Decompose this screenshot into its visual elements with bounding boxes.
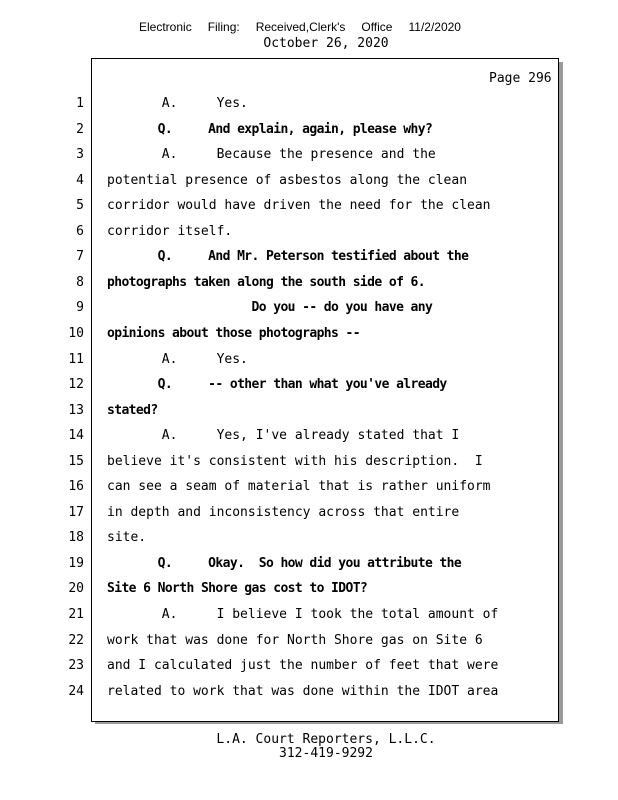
line-number: 14 — [68, 428, 84, 444]
line-number: 19 — [68, 555, 84, 571]
transcript-line: stated? — [107, 402, 158, 418]
line-number: 5 — [76, 198, 84, 214]
transcript-line: site. — [107, 530, 147, 546]
transcript-line: and I calculated just the number of feet that were — [107, 658, 499, 674]
filing-stamp — [0, 20, 600, 34]
line-number: 1 — [76, 96, 84, 111]
transcript-line: corridor itself. — [107, 223, 233, 239]
line-number: 8 — [76, 274, 84, 290]
line-number: 11 — [68, 351, 84, 367]
transcript-line: believe it's consistent with his description. I — [107, 453, 483, 469]
line-number: 13 — [68, 402, 84, 418]
transcript-line: Site 6 North Shore gas cost to IDOT? — [107, 581, 368, 597]
transcript-line: can see a seam of material that is rather uniform — [107, 479, 491, 495]
footer — [0, 733, 618, 761]
transcript-line: corridor would have driven the need for the clean — [107, 198, 491, 214]
reporter-phone: 312-419-9292 — [279, 746, 373, 761]
line-number: 23 — [68, 658, 84, 674]
page-number: Page 296 — [489, 71, 552, 86]
transcript-line: in depth and inconsistency across that entire — [107, 504, 460, 520]
transcript-line: photographs taken along the south side of 6. — [107, 274, 425, 290]
line-number: 21 — [68, 607, 84, 622]
stamp-word: Electronic — [139, 20, 192, 34]
transcript-line: Q. And Mr. Peterson testified about the — [107, 249, 469, 265]
reporter-company: L.A. Court Reporters, L.L.C. — [216, 732, 436, 747]
line-number: 3 — [76, 147, 84, 163]
line-number: 9 — [76, 300, 84, 316]
transcript-line: potential presence of asbestos along the clean — [107, 172, 468, 188]
line-number: 6 — [76, 223, 84, 239]
transcript-line: Q. And explain, again, please why? — [107, 121, 433, 137]
transcript-line: A. Yes, I've already stated that I — [107, 428, 460, 444]
transcript-line: opinions about those photographs -- — [107, 325, 360, 341]
line-number: 20 — [68, 581, 84, 597]
line-number: 4 — [76, 172, 84, 188]
line-number: 18 — [68, 530, 84, 546]
line-number: 24 — [68, 683, 84, 699]
line-number: 7 — [76, 249, 84, 265]
deposition-date: October 26, 2020 — [263, 36, 389, 51]
transcript-line: A. Because the presence and the — [107, 147, 436, 163]
transcript-line: related to work that was done within the IDOT area — [107, 683, 499, 699]
transcript-line: Do you -- do you have any — [107, 300, 433, 316]
line-number: 2 — [76, 121, 84, 137]
stamp-word: Filing: — [207, 20, 240, 34]
line-number: 16 — [68, 479, 84, 495]
line-number: 22 — [68, 632, 84, 648]
transcript-line: Q. Okay. So how did you attribute the — [107, 555, 462, 571]
transcript-line: work that was done for North Shore gas on Site 6 — [107, 632, 483, 648]
transcript-line: Q. -- other than what you've already — [107, 377, 447, 393]
stamp-word: Office — [361, 20, 393, 34]
stamp-word: Received,Clerk's — [255, 20, 346, 34]
transcript-line: A. Yes. — [107, 96, 248, 111]
transcript-line: A. Yes. — [107, 351, 248, 367]
line-number: 17 — [68, 504, 84, 520]
line-number: 10 — [68, 325, 84, 341]
stamp-word: 11/2/2020 — [408, 20, 461, 34]
line-number: 15 — [68, 453, 84, 469]
line-number: 12 — [68, 377, 84, 393]
transcript-line: A. I believe I took the total amount of — [107, 607, 499, 622]
